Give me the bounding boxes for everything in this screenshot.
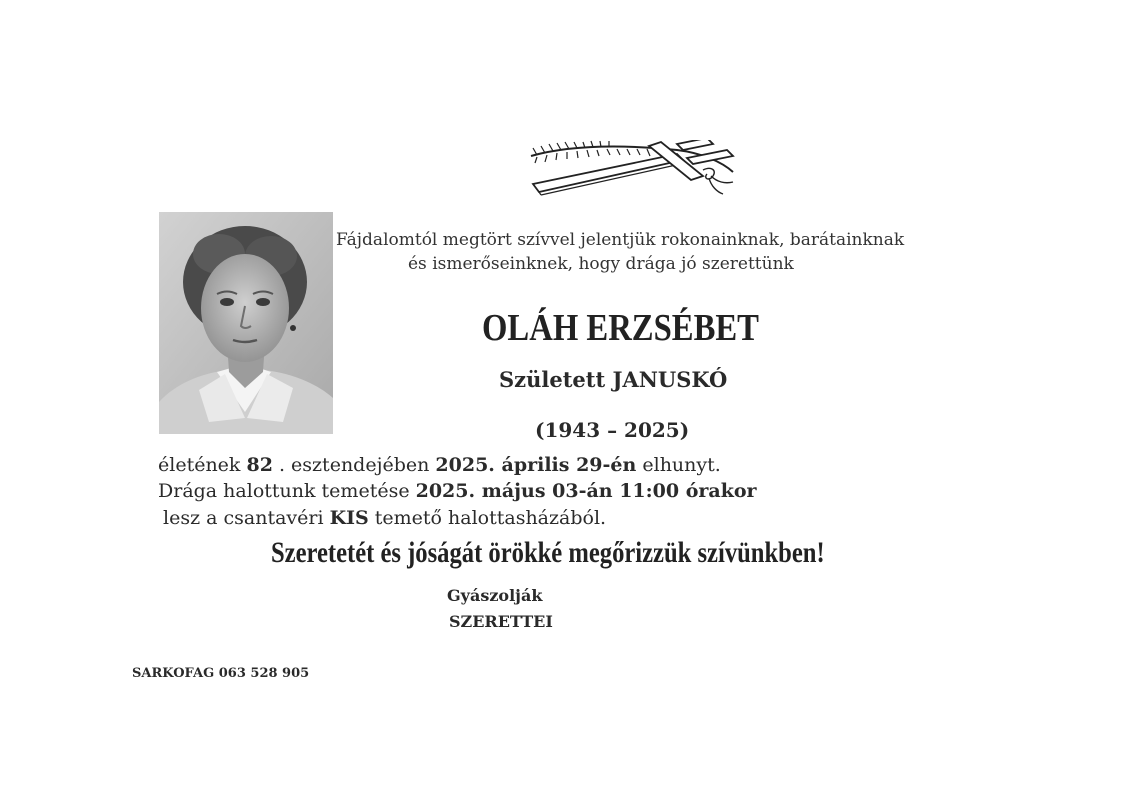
intro-line-1: Fájdalomtól megtört szívvel jelentjük rokonainknak, barátainknak: [336, 230, 905, 250]
text: . esztendejében: [272, 454, 436, 476]
portrait-photo: [159, 212, 333, 434]
memorial-motto: Szeretetét és jóságát örökké megőrizzük szívünkben!: [271, 536, 825, 569]
death-date: 2025. április 29-én: [435, 454, 637, 476]
cross-with-palm-icon: [527, 140, 739, 196]
funeral-datetime: 2025. május 03-án 11:00 órakor: [415, 480, 757, 502]
mourners-label: Gyászolják: [447, 586, 543, 605]
age: 82: [246, 454, 273, 476]
funeral-details-line: [158, 478, 757, 504]
maiden-name: Született JANUSKÓ: [499, 367, 728, 392]
text: életének: [158, 454, 247, 476]
text: temető halottasházából.: [368, 507, 607, 529]
life-years: (1943 – 2025): [535, 418, 690, 442]
text: Drága halottunk temetése: [158, 480, 416, 502]
death-details-line: [158, 452, 721, 478]
funeral-home-contact: SARKOFAG 063 528 905: [132, 666, 310, 681]
mourners-name: SZERETTEI: [449, 612, 553, 631]
intro-line-2: és ismerőseinknek, hogy drága jó szerettünk: [408, 254, 794, 274]
funeral-location-line: [163, 505, 606, 531]
text: lesz a csantavéri: [163, 507, 330, 529]
cemetery-name: KIS: [329, 507, 369, 529]
text: elhunyt.: [636, 454, 721, 476]
deceased-name: OLÁH ERZSÉBET: [482, 307, 759, 349]
